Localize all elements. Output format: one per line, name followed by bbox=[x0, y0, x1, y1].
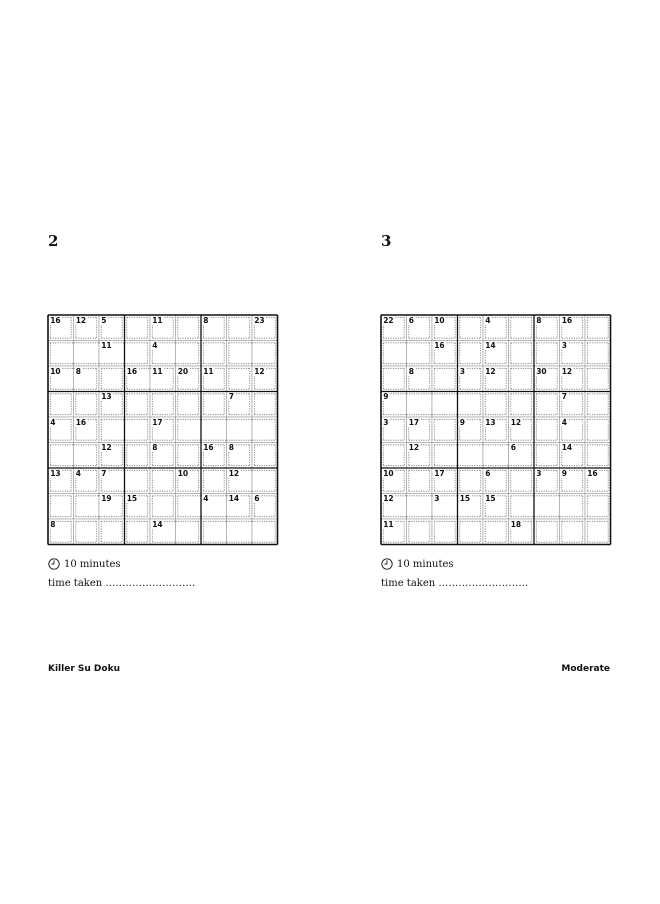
cell[interactable] bbox=[176, 315, 202, 341]
cage-sum: 15 bbox=[459, 494, 471, 503]
cage-sum: 17 bbox=[434, 468, 445, 478]
cage-sum: 10 bbox=[434, 315, 445, 325]
cell[interactable] bbox=[534, 494, 560, 520]
cage-sum: 13 bbox=[485, 417, 496, 427]
cell[interactable] bbox=[381, 341, 407, 367]
cell[interactable] bbox=[509, 341, 535, 367]
clock-icon bbox=[48, 558, 60, 570]
time-target bbox=[381, 556, 621, 572]
sudoku-board bbox=[48, 315, 278, 545]
cage-sum: 16 bbox=[587, 468, 598, 478]
time-taken: time taken ……………………… bbox=[381, 578, 529, 589]
cell[interactable] bbox=[150, 494, 176, 520]
cell[interactable] bbox=[458, 443, 484, 469]
cell[interactable] bbox=[509, 366, 535, 392]
cage-sum: 11 bbox=[383, 519, 394, 529]
cell[interactable] bbox=[483, 392, 509, 418]
cage-sum: 11 bbox=[152, 366, 163, 376]
cell[interactable] bbox=[432, 366, 458, 392]
cage-sum: 12 bbox=[228, 468, 240, 478]
cage-sum: 12 bbox=[101, 443, 112, 452]
cell[interactable] bbox=[48, 494, 74, 520]
cage-sum: 22 bbox=[383, 315, 394, 325]
cage-sum: 4 bbox=[561, 417, 567, 427]
cell[interactable] bbox=[176, 443, 202, 469]
cell[interactable] bbox=[585, 341, 611, 367]
cage-sum: 12 bbox=[408, 443, 420, 452]
grid-lines bbox=[48, 315, 278, 545]
cage-sum: 8 bbox=[408, 366, 414, 376]
cell[interactable] bbox=[458, 468, 484, 494]
cell[interactable] bbox=[252, 341, 278, 367]
cell[interactable] bbox=[74, 392, 100, 418]
cell[interactable] bbox=[176, 494, 202, 520]
cell[interactable] bbox=[534, 519, 560, 545]
cell[interactable] bbox=[407, 519, 433, 545]
puzzle-meta bbox=[48, 556, 288, 589]
cage-sum: 7 bbox=[228, 392, 234, 401]
cell[interactable] bbox=[534, 417, 560, 443]
cell[interactable] bbox=[585, 443, 611, 469]
cage-sum: 10 bbox=[50, 366, 61, 376]
cage-sum: 6 bbox=[408, 315, 414, 325]
cage-sum: 14 bbox=[228, 494, 240, 503]
cell[interactable] bbox=[560, 494, 586, 520]
cell[interactable] bbox=[125, 392, 151, 418]
sudoku-board bbox=[381, 315, 611, 545]
puzzle-meta bbox=[381, 556, 621, 589]
cell[interactable] bbox=[585, 366, 611, 392]
cell[interactable] bbox=[534, 341, 560, 367]
cell[interactable] bbox=[483, 443, 509, 469]
cage-sum: 12 bbox=[510, 417, 522, 427]
puzzle-3 bbox=[381, 232, 621, 589]
cage-sum: 8 bbox=[152, 443, 158, 452]
time-target bbox=[48, 556, 288, 572]
book-title: Killer Su Doku bbox=[48, 664, 120, 674]
cell[interactable] bbox=[74, 519, 100, 545]
cell[interactable] bbox=[176, 519, 202, 545]
cage-sum: 30 bbox=[536, 366, 547, 376]
cage-sum: 14 bbox=[561, 443, 573, 452]
cell[interactable] bbox=[585, 392, 611, 418]
cage-sum: 9 bbox=[459, 417, 465, 427]
cage-sum: 17 bbox=[408, 417, 420, 427]
cell[interactable] bbox=[509, 392, 535, 418]
cell[interactable] bbox=[432, 519, 458, 545]
cell[interactable] bbox=[407, 392, 433, 418]
cell[interactable] bbox=[432, 443, 458, 469]
cell[interactable] bbox=[458, 341, 484, 367]
cage-sum: 4 bbox=[75, 468, 81, 478]
cage-sum: 3 bbox=[536, 468, 542, 478]
cell[interactable] bbox=[125, 519, 151, 545]
cage-sum: 17 bbox=[152, 417, 163, 427]
cage-sum: 6 bbox=[510, 443, 516, 452]
cell[interactable] bbox=[252, 417, 278, 443]
time-label: 10 minutes bbox=[397, 558, 454, 570]
cage-sum: 8 bbox=[50, 519, 56, 529]
cell[interactable] bbox=[252, 468, 278, 494]
cell[interactable] bbox=[227, 519, 253, 545]
cell[interactable] bbox=[74, 494, 100, 520]
cage-sum: 12 bbox=[485, 366, 496, 376]
cell[interactable] bbox=[48, 341, 74, 367]
cell[interactable] bbox=[534, 443, 560, 469]
cage-sum: 10 bbox=[177, 468, 189, 478]
time-label: 10 minutes bbox=[64, 558, 121, 570]
cage-sum: 20 bbox=[177, 366, 189, 376]
cell[interactable] bbox=[74, 341, 100, 367]
cage-sum: 9 bbox=[561, 468, 567, 478]
cage-sum: 12 bbox=[561, 366, 573, 376]
puzzle-number: 3 bbox=[381, 232, 392, 250]
cage-sum: 16 bbox=[561, 315, 573, 325]
cage-sum: 3 bbox=[561, 341, 567, 350]
cell[interactable] bbox=[432, 392, 458, 418]
cage-sum: 18 bbox=[510, 519, 522, 529]
cage-sum: 10 bbox=[383, 468, 394, 478]
cell[interactable] bbox=[432, 417, 458, 443]
cell[interactable] bbox=[483, 519, 509, 545]
cage-sum: 7 bbox=[101, 468, 107, 478]
cage-sum: 8 bbox=[536, 315, 542, 325]
cage-sum: 16 bbox=[75, 417, 87, 427]
cage-sum: 12 bbox=[254, 366, 265, 376]
cage-sum: 13 bbox=[101, 392, 112, 401]
cell[interactable] bbox=[176, 392, 202, 418]
cell[interactable] bbox=[560, 519, 586, 545]
cage-sum: 12 bbox=[383, 494, 394, 503]
cell[interactable] bbox=[99, 417, 125, 443]
difficulty-label: Moderate bbox=[561, 664, 610, 674]
cage-sum: 15 bbox=[126, 494, 138, 503]
cell[interactable] bbox=[227, 341, 253, 367]
cage-sum: 12 bbox=[75, 315, 87, 325]
cell[interactable] bbox=[125, 417, 151, 443]
cell[interactable] bbox=[252, 519, 278, 545]
cell[interactable] bbox=[125, 468, 151, 494]
cell[interactable] bbox=[585, 519, 611, 545]
cell[interactable] bbox=[407, 494, 433, 520]
cage-sum: 3 bbox=[383, 417, 389, 427]
cell[interactable] bbox=[227, 366, 253, 392]
cage-sum: 16 bbox=[126, 366, 138, 376]
cage-sum: 6 bbox=[254, 494, 260, 503]
cell[interactable] bbox=[201, 392, 227, 418]
cell[interactable] bbox=[407, 468, 433, 494]
cell[interactable] bbox=[125, 443, 151, 469]
cage-sum: 16 bbox=[50, 315, 61, 325]
cell[interactable] bbox=[381, 366, 407, 392]
cell[interactable] bbox=[201, 341, 227, 367]
cage-sum: 3 bbox=[434, 494, 440, 503]
cage-sum: 4 bbox=[152, 341, 158, 350]
cell[interactable] bbox=[48, 443, 74, 469]
cell[interactable] bbox=[201, 519, 227, 545]
cell[interactable] bbox=[99, 366, 125, 392]
cell[interactable] bbox=[407, 341, 433, 367]
cell[interactable] bbox=[74, 443, 100, 469]
cage-sum: 13 bbox=[50, 468, 61, 478]
cage-sum: 8 bbox=[75, 366, 81, 376]
cell[interactable] bbox=[509, 468, 535, 494]
cell[interactable] bbox=[125, 315, 151, 341]
cage-sum: 11 bbox=[152, 315, 163, 325]
cell[interactable] bbox=[509, 494, 535, 520]
cell[interactable] bbox=[458, 519, 484, 545]
cell[interactable] bbox=[585, 417, 611, 443]
time-taken: time taken ……………………… bbox=[48, 578, 196, 589]
cage-sum: 16 bbox=[203, 443, 214, 452]
cage-sum: 3 bbox=[459, 366, 465, 376]
cage-sum: 6 bbox=[485, 468, 491, 478]
cell[interactable] bbox=[534, 392, 560, 418]
cell[interactable] bbox=[227, 315, 253, 341]
cage-sum: 5 bbox=[101, 315, 107, 325]
cell[interactable] bbox=[252, 443, 278, 469]
cage-sum: 8 bbox=[228, 443, 234, 452]
cell[interactable] bbox=[150, 392, 176, 418]
cell[interactable] bbox=[176, 417, 202, 443]
cell[interactable] bbox=[150, 468, 176, 494]
cell[interactable] bbox=[201, 417, 227, 443]
cage-sum: 23 bbox=[254, 315, 265, 325]
cell[interactable] bbox=[48, 392, 74, 418]
puzzle-number: 2 bbox=[48, 232, 59, 250]
cage-sum: 8 bbox=[203, 315, 209, 325]
cell[interactable] bbox=[381, 443, 407, 469]
cell[interactable] bbox=[585, 494, 611, 520]
cage-sum: 4 bbox=[485, 315, 491, 325]
cage-sum: 11 bbox=[101, 341, 112, 350]
cage-sum: 15 bbox=[485, 494, 496, 503]
cage-sum: 9 bbox=[383, 392, 389, 401]
cell[interactable] bbox=[458, 315, 484, 341]
cell[interactable] bbox=[99, 519, 125, 545]
cell[interactable] bbox=[125, 341, 151, 367]
cage-sum: 7 bbox=[561, 392, 567, 401]
cell[interactable] bbox=[509, 315, 535, 341]
clock-icon bbox=[381, 558, 393, 570]
cell[interactable] bbox=[227, 417, 253, 443]
cage-sum: 14 bbox=[152, 519, 163, 529]
cell[interactable] bbox=[252, 392, 278, 418]
cage-sum: 4 bbox=[50, 417, 56, 427]
cage-sum: 11 bbox=[203, 366, 214, 376]
cage-sum: 14 bbox=[485, 341, 496, 350]
cell[interactable] bbox=[585, 315, 611, 341]
puzzle-2 bbox=[48, 232, 288, 589]
cell[interactable] bbox=[201, 468, 227, 494]
cage-sum: 4 bbox=[203, 494, 209, 503]
cell[interactable] bbox=[176, 341, 202, 367]
cage-sum: 19 bbox=[101, 494, 112, 503]
cage-sum: 16 bbox=[434, 341, 445, 350]
cell[interactable] bbox=[458, 392, 484, 418]
